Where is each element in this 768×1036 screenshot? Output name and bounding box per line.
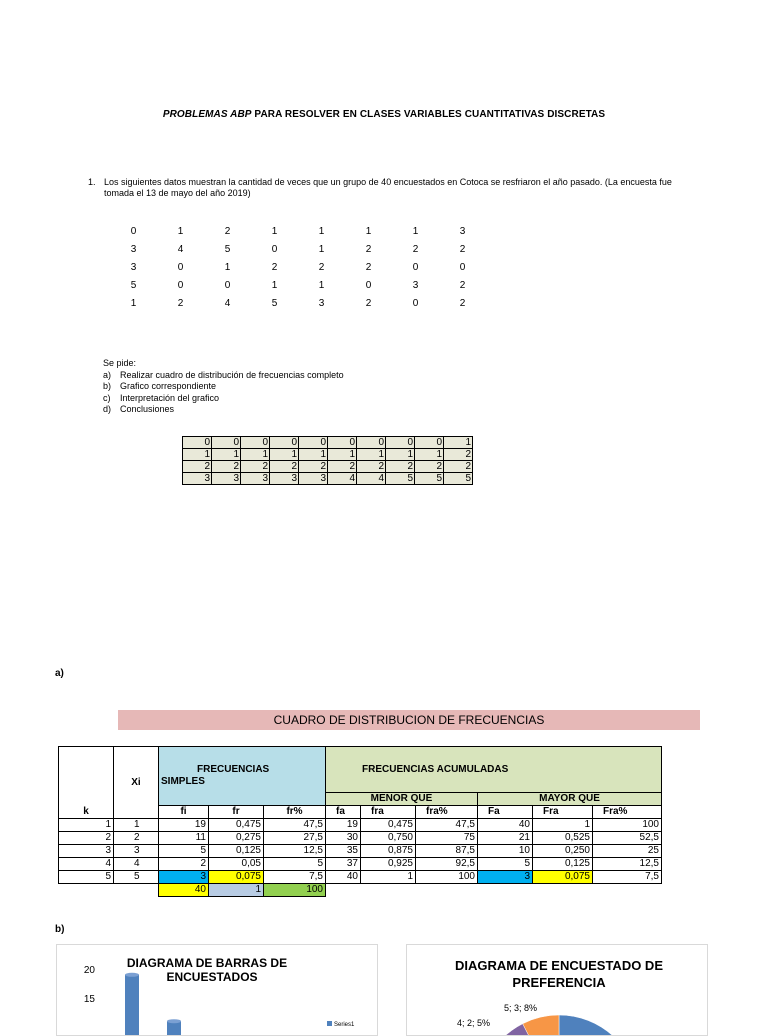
raw-data-cell: 2 <box>412 243 419 255</box>
sorted-data-cell: 1 <box>357 449 386 461</box>
table-row <box>59 871 662 884</box>
table-cell: 12,5 <box>264 845 326 858</box>
raw-data-cell: 2 <box>365 297 372 309</box>
question-item <box>103 404 344 416</box>
table-cell: 92,5 <box>416 858 478 871</box>
question-item <box>103 381 344 393</box>
column-header: fr <box>209 806 264 819</box>
sorted-data-cell: 2 <box>299 461 328 473</box>
column-header: fr% <box>264 806 326 819</box>
raw-data-cell: 4 <box>224 297 231 309</box>
raw-data-cell: 0 <box>177 261 184 273</box>
pie-label-4: 4; 2; 5% <box>457 1018 491 1028</box>
sorted-data-cell: 2 <box>212 461 241 473</box>
raw-data-cell: 1 <box>318 225 325 237</box>
header-simples-line2: SIMPLES <box>161 776 205 787</box>
sorted-data-cell: 2 <box>444 449 473 461</box>
sorted-data-cell: 3 <box>212 473 241 485</box>
bar-chart-svg <box>57 945 377 1035</box>
raw-data-cell: 5 <box>224 243 231 255</box>
column-header: fa <box>326 806 361 819</box>
questions-intro: Se pide: <box>103 358 137 368</box>
sorted-data-cell: 2 <box>415 461 444 473</box>
pie-chart-title-1: DIAGRAMA DE ENCUESTADO DE <box>454 958 664 973</box>
question-letter: c) <box>103 392 111 403</box>
total-fr: 1 <box>209 884 264 897</box>
problem-text: Los siguientes datos muestran la cantidad de veces que un grupo de 40 encuestados en Cotoca se resfriaron el año pasado. (La encuesta fue tomada el 13 de mayo del año 2019) <box>104 177 672 198</box>
question-item <box>103 370 344 382</box>
raw-data-cell: 2 <box>459 297 466 309</box>
table-cell: 87,5 <box>416 845 478 858</box>
pie-label-5: 5; 3; 8% <box>504 1003 538 1013</box>
raw-data-cell: 3 <box>130 261 137 273</box>
raw-data-cell: 0 <box>224 279 231 291</box>
table-cell: 52,5 <box>593 832 662 845</box>
table-cell: 0,475 <box>209 819 264 832</box>
sorted-data-cell: 1 <box>270 449 299 461</box>
problem-number: 1. <box>88 177 96 187</box>
total-frpct: 100 <box>264 884 326 897</box>
frequency-table-block <box>58 746 662 897</box>
table-cell: 10 <box>478 845 533 858</box>
raw-data-row <box>110 276 486 294</box>
raw-data-cell: 1 <box>318 279 325 291</box>
bar-1 <box>125 975 139 1035</box>
table-cell: 1 <box>114 819 159 832</box>
bar-top-2 <box>167 1019 181 1023</box>
sorted-data-cell: 0 <box>183 437 212 449</box>
column-header: Fra% <box>593 806 662 819</box>
sorted-data-cell: 5 <box>386 473 415 485</box>
table-cell: 11 <box>159 832 209 845</box>
sorted-data-cell: 1 <box>183 449 212 461</box>
table-cell: 0,05 <box>209 858 264 871</box>
pie-slice-1 <box>559 1015 639 1035</box>
raw-data-block <box>110 222 486 312</box>
pie-chart <box>406 944 708 1036</box>
table-cell: 100 <box>416 871 478 884</box>
raw-data-cell: 1 <box>271 279 278 291</box>
sorted-data-cell: 0 <box>357 437 386 449</box>
raw-data-cell: 3 <box>318 297 325 309</box>
table-cell: 37 <box>326 858 361 871</box>
table-cell: 1 <box>533 819 593 832</box>
table-cell: 12,5 <box>593 858 662 871</box>
raw-data-cell: 1 <box>271 225 278 237</box>
sorted-data-cell: 2 <box>386 461 415 473</box>
sorted-data-cell: 1 <box>241 449 270 461</box>
raw-data-row <box>110 240 486 258</box>
sorted-data-cell: 3 <box>270 473 299 485</box>
sorted-data-cell: 0 <box>328 437 357 449</box>
sorted-data-cell: 0 <box>270 437 299 449</box>
sorted-data-cell: 3 <box>299 473 328 485</box>
question-text: Realizar cuadro de distribución de frecuencias completo <box>120 369 344 380</box>
table-cell: 2 <box>114 832 159 845</box>
section-label-b: b) <box>55 924 65 935</box>
table-cell: 3 <box>159 871 209 884</box>
table-row <box>59 832 662 845</box>
raw-data-cell: 1 <box>318 243 325 255</box>
table-cell: 30 <box>326 832 361 845</box>
raw-data-cell: 2 <box>459 279 466 291</box>
question-letter: a) <box>103 369 112 380</box>
table-cell: 25 <box>593 845 662 858</box>
table-cell: 0,875 <box>361 845 416 858</box>
table-cell: 75 <box>416 832 478 845</box>
sorted-data-cell: 2 <box>328 461 357 473</box>
header-simples-line1: FRECUENCIAS <box>197 764 270 775</box>
question-text: Interpretación del grafico <box>120 392 220 403</box>
table-cell: 0,250 <box>533 845 593 858</box>
header-menor-que: MENOR QUE <box>326 793 478 806</box>
bar-2 <box>167 1021 181 1035</box>
raw-data-cell: 0 <box>177 279 184 291</box>
question-letter: d) <box>103 404 112 414</box>
raw-data-row <box>110 294 486 312</box>
sorted-data-cell: 0 <box>415 437 444 449</box>
raw-data-cell: 0 <box>365 279 372 291</box>
table-cell: 100 <box>593 819 662 832</box>
bar-top-1 <box>125 973 139 977</box>
table-cell: 0,525 <box>533 832 593 845</box>
raw-data-cell: 0 <box>412 261 419 273</box>
sorted-data-cell: 0 <box>241 437 270 449</box>
table-cell: 7,5 <box>593 871 662 884</box>
sorted-data-row <box>183 449 473 461</box>
raw-data-cell: 1 <box>365 225 372 237</box>
raw-data-cell: 0 <box>130 225 137 237</box>
column-header: fra <box>361 806 416 819</box>
sorted-data-cell: 1 <box>444 437 473 449</box>
table-row <box>59 819 662 832</box>
sorted-data-cell: 0 <box>212 437 241 449</box>
table-cell: 47,5 <box>416 819 478 832</box>
raw-data-cell: 5 <box>271 297 278 309</box>
raw-data-cell: 3 <box>459 225 466 237</box>
sorted-data-row <box>183 437 473 449</box>
column-header: fi <box>159 806 209 819</box>
column-header: fra% <box>416 806 478 819</box>
frequency-table <box>58 746 662 897</box>
sorted-data-cell: 1 <box>299 449 328 461</box>
sorted-data-block <box>182 436 473 485</box>
sorted-data-cell: 5 <box>444 473 473 485</box>
sorted-data-cell: 2 <box>183 461 212 473</box>
sorted-data-cell: 1 <box>386 449 415 461</box>
table-cell: 5 <box>159 845 209 858</box>
raw-data-cell: 3 <box>412 279 419 291</box>
table-cell: 3 <box>59 845 114 858</box>
table-cell: 0,125 <box>209 845 264 858</box>
sorted-data-cell: 1 <box>212 449 241 461</box>
title-rest: PARA RESOLVER EN CLASES VARIABLES CUANTITATIVAS DISCRETAS <box>251 109 606 120</box>
bar-chart <box>56 944 378 1036</box>
y-tick-15: 15 <box>83 994 95 1005</box>
table-cell: 47,5 <box>264 819 326 832</box>
table-cell: 0,750 <box>361 832 416 845</box>
table-cell: 5 <box>59 871 114 884</box>
column-header: Fa <box>478 806 533 819</box>
sorted-data-cell: 5 <box>415 473 444 485</box>
sorted-data-cell: 2 <box>241 461 270 473</box>
bar-chart-title-2: ENCUESTADOS <box>166 970 258 984</box>
raw-data-cell: 5 <box>130 279 137 291</box>
table-row <box>59 845 662 858</box>
table-cell: 7,5 <box>264 871 326 884</box>
title-italic: PROBLEMAS ABP <box>162 109 252 120</box>
table-cell: 5 <box>478 858 533 871</box>
raw-data-cell: 2 <box>365 243 372 255</box>
question-text: Conclusiones <box>120 404 175 414</box>
sorted-data-row <box>183 461 473 473</box>
raw-data-cell: 1 <box>177 225 184 237</box>
raw-data-cell: 2 <box>459 243 466 255</box>
question-text: Grafico correspondiente <box>120 381 217 391</box>
sorted-data-cell: 4 <box>357 473 386 485</box>
questions-list <box>103 358 344 416</box>
table-row <box>59 858 662 871</box>
sorted-data-cell: 2 <box>357 461 386 473</box>
table-cell: 0,925 <box>361 858 416 871</box>
column-header: Fra <box>533 806 593 819</box>
raw-data-cell: 1 <box>224 261 231 273</box>
pie-slice-5 <box>523 1015 559 1035</box>
header-frecuencias-acumuladas: FRECUENCIAS ACUMULADAS <box>326 747 662 793</box>
question-letter: b) <box>103 381 112 391</box>
sorted-data-cell: 3 <box>241 473 270 485</box>
raw-data-cell: 3 <box>130 243 137 255</box>
page-title <box>0 109 768 120</box>
raw-data-cell: 2 <box>271 261 278 273</box>
table-cell: 19 <box>159 819 209 832</box>
sorted-data-row <box>183 473 473 485</box>
raw-data-table <box>110 222 486 312</box>
raw-data-cell: 2 <box>318 261 325 273</box>
bar-chart-title-1: DIAGRAMA DE BARRAS DE <box>126 956 288 970</box>
raw-data-cell: 1 <box>412 225 419 237</box>
raw-data-cell: 4 <box>177 243 184 255</box>
pie-chart-svg <box>407 945 707 1035</box>
table-cell: 5 <box>114 871 159 884</box>
table-cell: 19 <box>326 819 361 832</box>
table-cell: 0,125 <box>533 858 593 871</box>
table-cell: 4 <box>114 858 159 871</box>
table-cell: 2 <box>159 858 209 871</box>
raw-data-cell: 2 <box>224 225 231 237</box>
table-cell: 1 <box>361 871 416 884</box>
header-xi: Xi <box>114 747 159 819</box>
table-cell: 27,5 <box>264 832 326 845</box>
table-cell: 5 <box>264 858 326 871</box>
table-cell: 21 <box>478 832 533 845</box>
sorted-data-cell: 1 <box>328 449 357 461</box>
table-cell: 0,075 <box>209 871 264 884</box>
sorted-data-cell: 3 <box>183 473 212 485</box>
raw-data-cell: 0 <box>412 297 419 309</box>
table-cell: 2 <box>59 832 114 845</box>
sorted-data-cell: 2 <box>444 461 473 473</box>
table-cell: 40 <box>326 871 361 884</box>
table-cell: 3 <box>114 845 159 858</box>
raw-data-cell: 1 <box>130 297 137 309</box>
table-cell: 0,075 <box>533 871 593 884</box>
sorted-data-cell: 1 <box>415 449 444 461</box>
table-cell: 3 <box>478 871 533 884</box>
raw-data-cell: 0 <box>459 261 466 273</box>
table-cell: 4 <box>59 858 114 871</box>
table-cell: 0,475 <box>361 819 416 832</box>
legend-series1: Series1 <box>334 1022 355 1028</box>
problem-statement <box>88 177 688 199</box>
pie-chart-title-2: PREFERENCIA <box>512 975 606 990</box>
question-item <box>103 393 344 405</box>
header-frecuencias-simples <box>159 747 326 806</box>
sorted-data-cell: 0 <box>386 437 415 449</box>
raw-data-cell: 2 <box>177 297 184 309</box>
sorted-data-table <box>182 436 473 485</box>
header-mayor-que: MAYOR QUE <box>478 793 662 806</box>
header-k: k <box>59 747 114 819</box>
y-tick-20: 20 <box>83 965 95 976</box>
section-label-a: a) <box>55 668 64 679</box>
total-fi: 40 <box>159 884 209 897</box>
table-cell: 1 <box>59 819 114 832</box>
raw-data-row <box>110 258 486 276</box>
table-cell: 35 <box>326 845 361 858</box>
table-cell: 0,275 <box>209 832 264 845</box>
sorted-data-cell: 0 <box>299 437 328 449</box>
raw-data-row <box>110 222 486 240</box>
sorted-data-cell: 2 <box>270 461 299 473</box>
raw-data-cell: 0 <box>271 243 278 255</box>
table-cell: 40 <box>478 819 533 832</box>
sorted-data-cell: 4 <box>328 473 357 485</box>
frequency-table-title: CUADRO DE DISTRIBUCION DE FRECUENCIAS <box>118 710 700 730</box>
raw-data-cell: 2 <box>365 261 372 273</box>
